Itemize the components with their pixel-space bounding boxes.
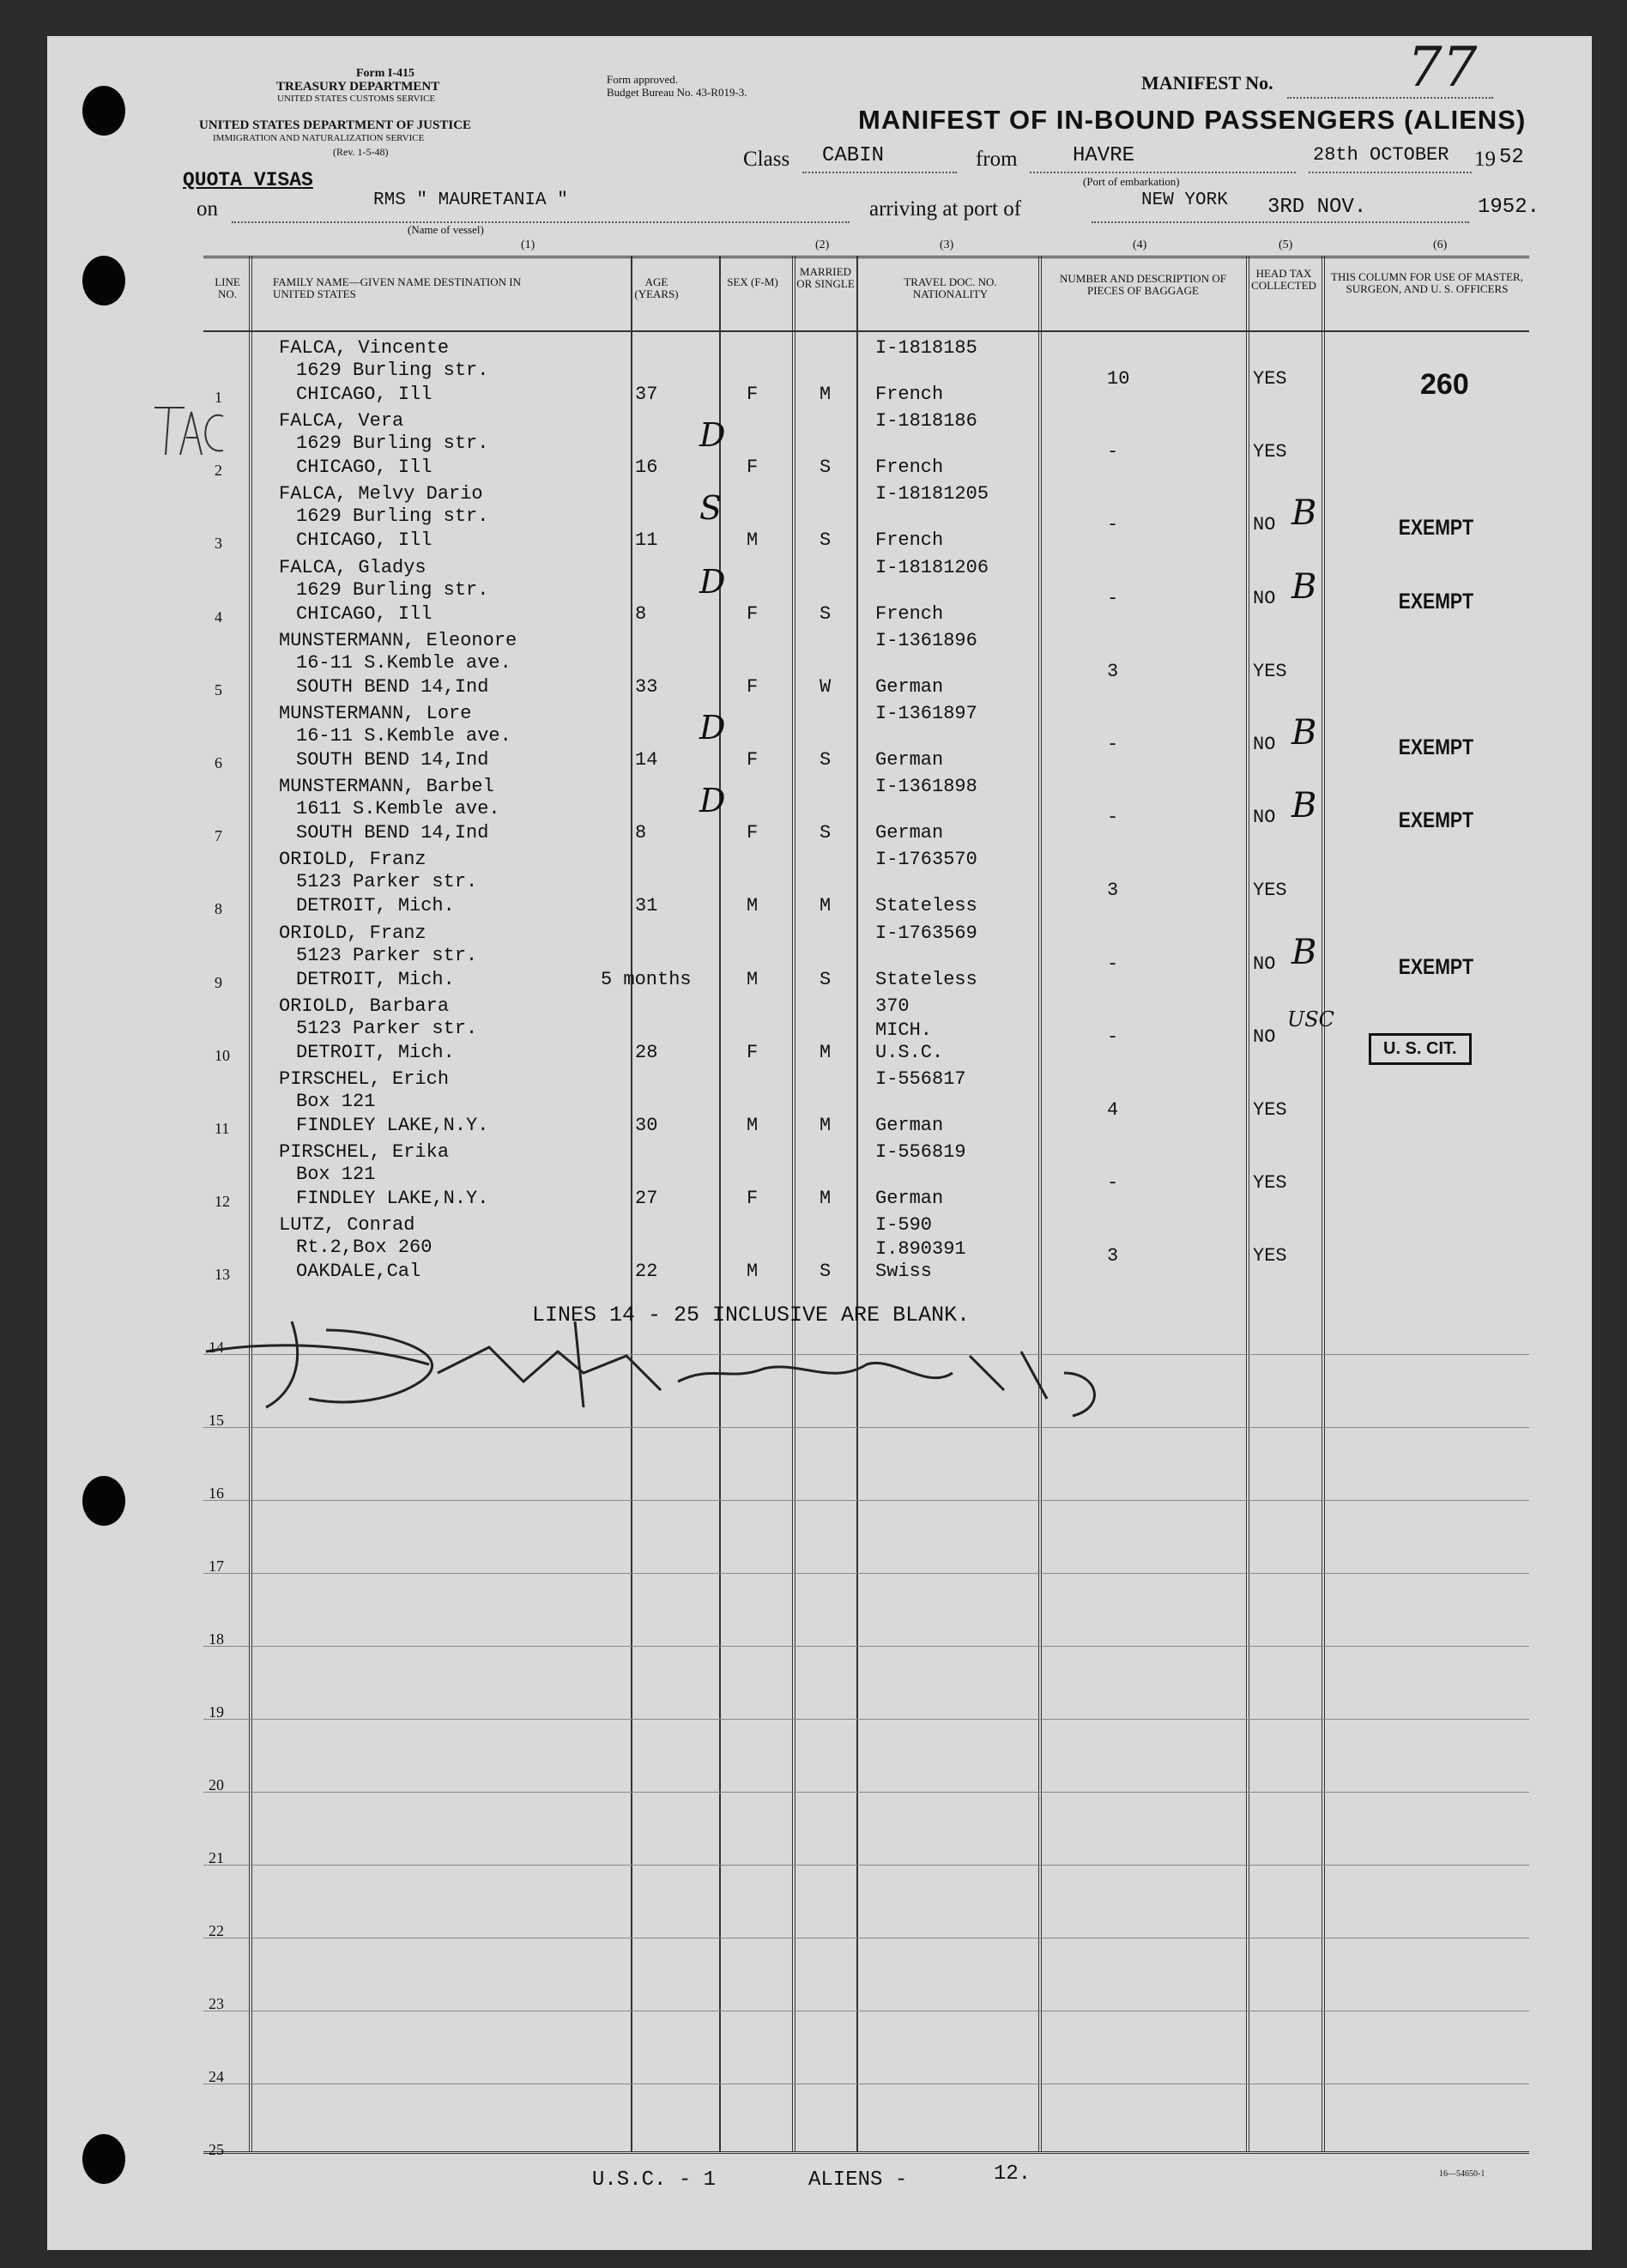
passenger-age: 28 [635,1041,658,1063]
travel-doc-no: I-18181205 [875,483,989,505]
tax-mark: B [1291,566,1317,607]
head-tax: YES [1253,1245,1287,1267]
baggage-count: - [1107,734,1119,755]
manifest-no-handwritten: 77 [1407,36,1478,100]
baggage-count: - [1107,514,1119,536]
sex-hand-mark: S [699,489,723,528]
nationality: German [875,1115,944,1136]
tax-mark: B [1291,932,1317,972]
passenger-sex: M [747,1115,759,1136]
year-prefix: 19 [1474,148,1496,171]
passenger-city: CHICAGO, Ill [296,457,432,479]
travel-doc-no: I-1361898 [875,776,977,798]
col-divider-married [792,256,795,2151]
line-number: 3 [215,535,222,553]
travel-doc-no: I-1818186 [875,410,977,432]
passenger-marital: S [820,529,832,552]
line-number: 11 [215,1120,230,1137]
head-tax: NO [1253,514,1276,536]
passenger-marital: S [820,822,832,844]
class-line [802,172,957,173]
passenger-address: Box 121 [296,1091,376,1112]
footer-code: 16—54650-1 [1439,2169,1485,2179]
col-divider-tax [1246,256,1249,2151]
col-head-baggage: NUMBER AND DESCRIPTION OF PIECES OF BAGGAGE [1060,272,1226,297]
nationality: Swiss [875,1261,933,1283]
manifest-title: MANIFEST OF IN-BOUND PASSENGERS (ALIENS) [858,105,1527,135]
passenger-city: DETROIT, Mich. [296,895,455,917]
passenger-sex: F [747,602,759,625]
passenger-name: PIRSCHEL, Erich [279,1068,450,1090]
passenger-address: 1629 Burling str. [296,432,489,455]
treasury-dept: TREASURY DEPARTMENT [276,80,440,94]
passenger-age: 22 [635,1261,658,1283]
date-line [1309,172,1472,173]
blank-line-number: 20 [209,1776,224,1793]
baggage-count: - [1107,807,1119,829]
vessel-line [232,221,850,223]
tax-mark: B [1291,713,1317,753]
passenger-city: CHICAGO, Ill [296,529,432,552]
blank-line-number: 16 [209,1485,224,1502]
passenger-sex: F [747,1041,759,1063]
blank-line-number: 23 [209,1995,224,2012]
travel-doc-no: I-1763570 [875,849,977,871]
passenger-address: Rt.2,Box 260 [296,1237,432,1259]
nationality: German [875,1188,944,1210]
passenger-address: 16-11 S.Kemble ave. [296,651,511,674]
nationality: German [875,749,944,771]
head-tax: NO [1253,953,1276,975]
blank-line-number: 14 [209,1339,224,1356]
passenger-name: FALCA, Melvy Dario [279,483,483,505]
table-bottom-rule [203,2151,1529,2154]
line-number: 6 [215,754,222,771]
embark-date: 28th OCTOBER [1313,144,1449,166]
col-num-6: (6) [1433,239,1448,251]
line-number: 5 [215,680,222,699]
binder-hole [82,1476,125,1526]
col-divider-sex [719,256,721,2151]
form-revision: (Rev. 1-5-48) [333,146,389,158]
justice-dept: UNITED STATES DEPARTMENT OF JUSTICE [199,118,472,132]
row-separator [203,1427,1529,1428]
officer-entry: EXEMPT [1398,735,1474,759]
arriving-label: arriving at port of [869,197,1022,221]
line-number: 2 [215,462,222,480]
ins-service: IMMIGRATION AND NATURALIZATION SERVICE [213,133,425,143]
table-top-rule [203,256,1529,258]
passenger-marital: S [820,1261,832,1283]
passenger-age: 11 [635,529,658,552]
row-separator [203,1573,1529,1574]
baggage-count: 4 [1107,1099,1119,1121]
travel-doc-no: I-18181206 [875,556,989,578]
budget-bureau: Budget Bureau No. 43-R019-3. [607,86,747,99]
on-label: on [197,197,218,221]
sex-hand-mark: D [699,562,726,601]
row-separator [203,1500,1529,1501]
passenger-marital: M [820,384,832,405]
passenger-sex: F [747,1188,759,1210]
travel-doc-extra: MICH. [875,1019,933,1041]
col-num-3: (3) [940,239,954,251]
line-number: 13 [215,1266,230,1284]
nationality: French [875,529,944,552]
baggage-count: - [1107,441,1119,463]
passenger-marital: S [820,457,832,479]
from-label: from [976,148,1018,171]
line-number: 9 [215,973,222,991]
vessel-name: RMS " MAURETANIA " [373,191,568,210]
col-divider-travel [856,256,858,2151]
passenger-city: SOUTH BEND 14,Ind [296,749,489,771]
row-separator [203,1865,1529,1866]
passenger-age: 8 [635,822,647,844]
travel-doc-no: I-556819 [875,1141,966,1164]
passenger-sex: M [747,1261,759,1283]
line-number: 8 [215,900,222,918]
blank-line-number: 18 [209,1630,224,1648]
officer-entry: EXEMPT [1398,808,1474,833]
passenger-address: 5123 Parker str. [296,871,478,893]
officer-entry: EXEMPT [1398,954,1474,979]
blank-line-number: 21 [209,1849,224,1866]
passenger-city: SOUTH BEND 14,Ind [296,675,489,698]
usc-handwritten: USC [1287,1007,1335,1031]
head-tax: NO [1253,734,1276,755]
passenger-city: CHICAGO, Ill [296,602,432,625]
passenger-name: MUNSTERMANN, Barbel [279,776,494,798]
passenger-name: PIRSCHEL, Erika [279,1141,450,1164]
col-num-4: (4) [1133,239,1147,251]
baggage-count: 3 [1107,880,1119,902]
passenger-name: LUTZ, Conrad [279,1214,415,1237]
passenger-sex: F [747,675,759,698]
passenger-age: 8 [635,602,647,625]
vessel-note: (Name of vessel) [408,223,484,236]
arrival-year: 1952. [1478,196,1540,219]
passenger-marital: M [820,1115,832,1136]
passenger-name: MUNSTERMANN, Lore [279,703,472,724]
col-divider-age [631,256,632,2151]
passenger-city: DETROIT, Mich. [296,968,455,990]
port-embark-note: (Port of embarkation) [1083,175,1180,188]
row-separator [203,1646,1529,1647]
baggage-count: - [1107,953,1119,975]
line-number: 4 [215,608,222,626]
passenger-city: FINDLEY LAKE,N.Y. [296,1188,489,1210]
passenger-sex: F [747,457,759,479]
travel-doc-no: I-1361896 [875,629,977,651]
head-tax: YES [1253,1099,1287,1121]
passenger-marital: S [820,968,832,990]
blank-lines-note: LINES 14 - 25 INCLUSIVE ARE BLANK. [532,1303,971,1328]
passenger-name: ORIOLD, Barbara [279,995,450,1017]
baggage-count: 3 [1107,1245,1119,1267]
travel-doc-no: 370 [875,995,910,1017]
passenger-name: MUNSTERMANN, Eleonore [279,629,517,651]
head-tax: YES [1253,880,1287,902]
passenger-address: 1629 Burling str. [296,505,489,528]
col-head-age: AGE (YEARS) [634,275,679,300]
nationality: French [875,457,944,479]
passenger-marital: W [820,675,832,698]
head-tax: YES [1253,441,1287,463]
passenger-name: FALCA, Vera [279,410,404,432]
head-tax: YES [1253,1172,1287,1194]
passenger-age: 37 [635,384,658,405]
passenger-sex: M [747,529,759,552]
passenger-age: 5 months [601,968,692,990]
passenger-city: OAKDALE,Cal [296,1261,421,1283]
nationality: Stateless [875,968,977,990]
nationality: French [875,384,944,405]
tax-mark: B [1291,786,1317,826]
passenger-name: FALCA, Vincente [279,337,450,359]
header-rule [203,330,1529,332]
arrival-line [1092,221,1469,223]
blank-line-number: 15 [209,1412,224,1429]
travel-doc-extra: I.890391 [875,1238,966,1261]
col-head-officers: THIS COLUMN FOR USE OF MASTER, SURGEON, AND U. S. OFFICERS [1331,270,1523,295]
col-head-line-no: LINE NO. [215,275,240,300]
officer-entry: EXEMPT [1398,516,1474,541]
customs-service: UNITED STATES CUSTOMS SERVICE [277,94,436,104]
travel-doc-no: I-1763569 [875,922,977,944]
line-number: 7 [215,827,222,845]
travel-doc-no: I-1361897 [875,703,977,724]
passenger-marital: M [820,1041,832,1063]
passenger-marital: S [820,749,832,771]
passenger-age: 33 [635,675,658,698]
sex-hand-mark: D [699,416,726,455]
blank-line-number: 24 [209,2068,224,2085]
passenger-address: 1611 S.Kemble ave. [296,798,500,820]
officer-entry: EXEMPT [1398,589,1474,614]
aliens-label: ALIENS - [808,2168,908,2192]
nationality: German [875,822,944,844]
travel-doc-no: I-1818185 [875,337,977,359]
passenger-age: 31 [635,895,658,917]
year-suffix: 52 [1499,146,1524,169]
aliens-count: 12. [994,2162,1031,2186]
passenger-address: 5123 Parker str. [296,1017,478,1039]
col-divider-officers [1322,256,1325,2151]
baggage-count: - [1107,587,1119,609]
baggage-count: - [1107,1025,1119,1048]
passenger-name: ORIOLD, Franz [279,922,426,944]
line-number: 10 [215,1046,230,1064]
arrival-port: NEW YORK [1141,191,1228,210]
passenger-address: 1629 Burling str. [296,578,489,601]
nationality: Stateless [875,895,977,917]
from-line [1030,172,1296,173]
row-separator [203,1719,1529,1720]
class-value: CABIN [822,144,885,167]
passenger-age: 16 [635,457,658,479]
col-num-2: (2) [815,239,830,251]
col-num-1: (1) [521,239,535,251]
usc-count: U.S.C. - 1 [592,2168,717,2192]
sex-hand-mark: D [699,709,726,747]
col-divider-line [249,256,252,2151]
tax-mark: B [1291,493,1317,534]
form-number: Form I-415 [356,67,415,80]
passenger-city: SOUTH BEND 14,Ind [296,822,489,844]
arrival-date: 3RD NOV. [1267,196,1367,219]
head-tax: NO [1253,807,1276,829]
sex-hand-mark: D [699,782,726,820]
baggage-count: 3 [1107,660,1119,682]
row-separator [203,1792,1529,1793]
class-label: Class [743,148,790,171]
passenger-sex: F [747,822,759,844]
passenger-city: FINDLEY LAKE,N.Y. [296,1115,489,1136]
binder-hole [82,86,125,136]
col-head-tax: HEAD TAX COLLECTED [1251,267,1316,292]
passenger-sex: F [747,384,759,405]
officer-entry: 260 [1420,368,1469,401]
passenger-address: Box 121 [296,1164,376,1186]
passenger-address: 5123 Parker str. [296,944,478,966]
passenger-age: 14 [635,749,658,771]
baggage-count: 10 [1107,368,1130,390]
head-tax: NO [1253,1025,1276,1048]
col-divider-baggage [1038,256,1042,2151]
blank-line-number: 19 [209,1703,224,1721]
passenger-marital: S [820,602,832,625]
col-head-married: MARRIED OR SINGLE [796,265,855,290]
line-number: 12 [215,1193,230,1211]
passenger-sex: M [747,968,759,990]
head-tax: YES [1253,660,1287,682]
manifest-no-label: MANIFEST No. [1141,72,1273,94]
passenger-sex: F [747,749,759,771]
quota-visas: QUOTA VISAS [183,169,313,191]
head-tax: YES [1253,368,1287,390]
form-approved: Form approved. [607,73,679,86]
blank-line-number: 22 [209,1922,224,1939]
passenger-age: 27 [635,1188,658,1210]
nationality: German [875,675,944,698]
head-tax: NO [1253,587,1276,609]
passenger-city: DETROIT, Mich. [296,1041,455,1063]
line-number: 1 [215,389,222,406]
passenger-name: FALCA, Gladys [279,556,426,578]
passenger-age: 30 [635,1115,658,1136]
baggage-count: - [1107,1172,1119,1194]
col-head-sex: SEX (F-M) [727,275,778,288]
col-head-name: FAMILY NAME—GIVEN NAME DESTINATION IN UNITED STATES [273,275,522,300]
passenger-address: 1629 Burling str. [296,360,489,381]
officer-entry: U. S. CIT. [1369,1033,1472,1065]
travel-doc-no: I-590 [875,1214,933,1237]
row-separator [203,1354,1529,1355]
passenger-name: ORIOLD, Franz [279,849,426,871]
nationality: French [875,602,944,625]
passenger-address: 16-11 S.Kemble ave. [296,725,511,747]
from-value: HAVRE [1073,144,1135,167]
binder-hole [82,2134,125,2184]
blank-line-number: 25 [209,2141,224,2158]
nationality: U.S.C. [875,1041,944,1063]
passenger-city: CHICAGO, Ill [296,384,432,405]
col-head-travel: TRAVEL DOC. NO. NATIONALITY [904,275,997,300]
col-num-5: (5) [1279,239,1293,251]
passenger-sex: M [747,895,759,917]
travel-doc-no: I-556817 [875,1068,966,1090]
binder-hole [82,256,125,305]
passenger-marital: M [820,895,832,917]
blank-line-number: 17 [209,1557,224,1575]
passenger-marital: M [820,1188,832,1210]
